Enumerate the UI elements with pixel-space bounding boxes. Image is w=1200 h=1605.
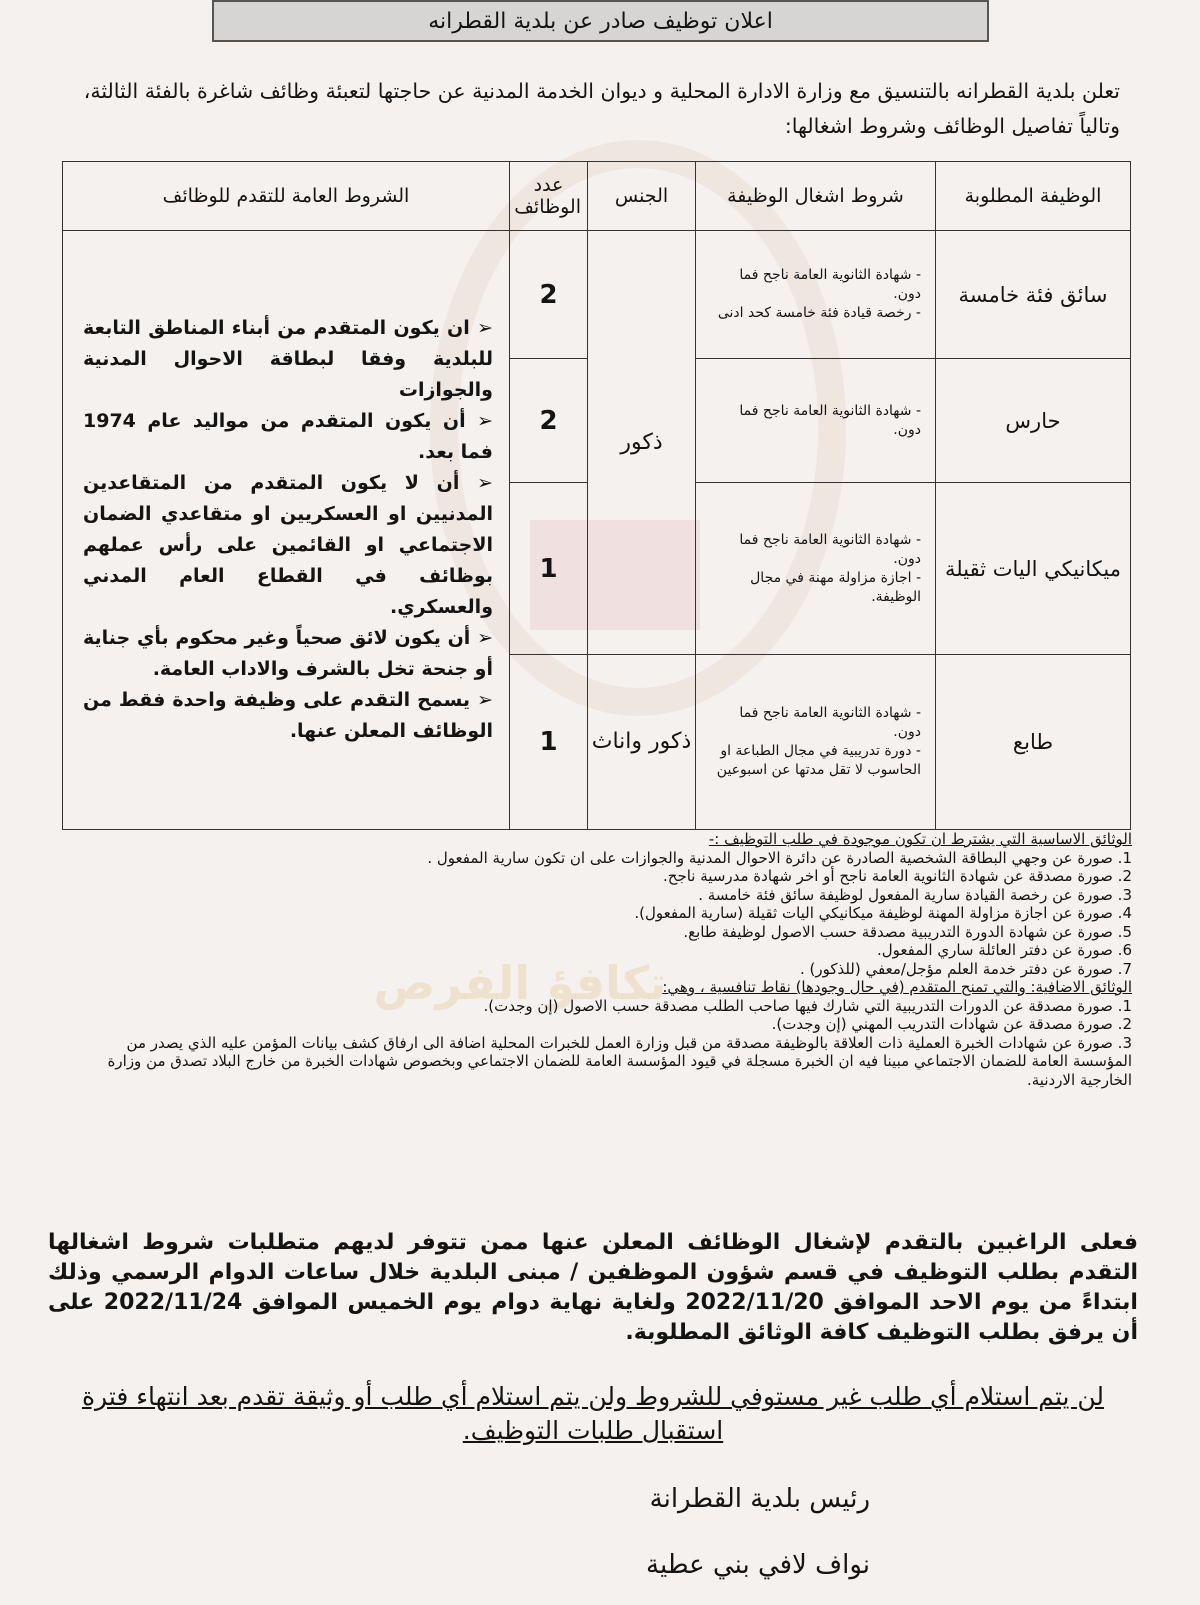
- documents-heading: الوثائق الاساسية التي يشترط ان تكون موجودة في طلب التوظيف :-: [708, 830, 1132, 848]
- job-conditions: [696, 483, 936, 655]
- general-condition-item: ➢ يسمح التقدم على وظيفة واحدة فقط من الوظائف المعلن عنها.: [83, 689, 493, 742]
- intro-paragraph: تعلن بلدية القطرانه بالتنسيق مع وزارة الادارة المحلية و ديوان الخدمة المدنية عن حاجتها لتعبئة وظائف شاغرة بالفئة الثالثة، وتالياً تفاصيل الوظائف وشروط اشغالها:: [83, 79, 1120, 138]
- general-condition-item: ➢ أن لا يكون المتقدم من المتقاعدين المدنيين او العسكريين او متقاعدي الضمان الاجتماعي او القائمين على رأس عملهم بوظائف في القطاع العام المدني والعسكري.: [83, 472, 493, 618]
- job-conditions: [696, 655, 936, 830]
- condition-line: - شهادة الثانوية العامة ناجح فما دون.: [739, 402, 921, 438]
- general-condition-item: ➢ ان يكون المتقدم من أبناء المناطق التابعة للبلدية وفقا لبطاقة الاحوال المدنية والجوازات: [83, 317, 493, 401]
- job-count: 1: [510, 655, 588, 830]
- list-item: 3. صورة عن شهادات الخبرة العملية ذات العلاقة بالوظيفة مصدقة من قبل وزارة العمل للخبرات المحلية اضافة الى ارفاق كشف بيانات المؤمن عليه الذي يصدر من المؤسسة العامة للضمان الاجتماعي مبينا فيه ان الخبرة مسجلة في قيود المؤسسة العامة للضمان الاجتماعي وبخصوص شهادات الخبرة من خارج البلاد تصدق من وزارة الخارجية الاردنية.: [107, 1033, 1132, 1089]
- header-conditions: شروط اشغال الوظيفة: [696, 162, 936, 231]
- general-conditions: [63, 231, 510, 830]
- job-count: 2: [510, 359, 588, 483]
- additional-documents-heading: الوثائق الاضافية: والتي تمنح المتقدم (في حال وجودها) نقاط تنافسية ، وهي:: [662, 978, 1132, 996]
- job-count: 1: [510, 483, 588, 655]
- signature-name: نواف لافي بني عطية: [646, 1550, 870, 1580]
- notice-warning: لن يتم استلام أي طلب غير مستوفي للشروط ولن يتم استلام أي طلب أو وثيقة تقدم بعد انتهاء فترة استقبال طلبات التوظيف.: [81, 1382, 1105, 1445]
- job-conditions: [696, 231, 936, 359]
- application-instructions: فعلى الراغبين بالتقدم لإشغال الوظائف المعلن عنها ممن تتوفر لديهم متطلبات شروط اشغالها التقدم بطلب التوظيف في قسم شؤون الموظفين / مبنى البلدية خلال ساعات الدوام الرسمي وذلك ابتداءً من يوم الاحد الموافق 2022/11/20 ولغاية نهاية دوام يوم الخميس الموافق 2022/11/24 على أن يرفق بطلب التوظيف كافة الوثائق المطلوبة.: [48, 1230, 1138, 1345]
- table-header-row: [63, 162, 1131, 231]
- watermark-text: تكافؤ الفرص: [373, 956, 667, 1010]
- table-row: [63, 231, 1131, 359]
- list-item: 3. صورة عن رخصة القيادة سارية المفعول لوظيفة سائق فئة خامسة .: [698, 885, 1132, 904]
- job-conditions: [696, 359, 936, 483]
- header-count: عدد الوظائف: [510, 162, 588, 231]
- job-title: سائق فئة خامسة: [936, 231, 1131, 359]
- general-condition-item: ➢ أن يكون لائق صحياً وغير محكوم بأي جناية أو جنحة تخل بالشرف والاداب العامة.: [83, 627, 493, 680]
- job-count: 2: [510, 231, 588, 359]
- additional-documents-list: [70, 997, 1132, 1090]
- condition-line: - شهادة الثانوية العامة ناجح فما دون.: [739, 267, 921, 302]
- jobs-table: [62, 161, 1131, 830]
- signature-position: رئيس بلدية القطرانة: [649, 1484, 870, 1514]
- list-item: 6. صورة عن دفتر العائلة ساري المفعول.: [876, 941, 1132, 959]
- job-title: ميكانيكي اليات ثقيلة: [936, 483, 1131, 655]
- header-gender: الجنس: [588, 162, 696, 231]
- header-job: الوظيفة المطلوبة: [936, 162, 1131, 231]
- list-item: 1. صورة مصدقة عن الدورات التدريبية التي شارك فيها صاحب الطلب مصدقة حسب الاصول (إن وجدت).: [483, 996, 1132, 1015]
- header-general: الشروط العامة للتقدم للوظائف: [63, 162, 510, 231]
- list-item: 7. صورة عن دفتر خدمة العلم مؤجل/معفي (للذكور) .: [799, 959, 1132, 978]
- list-item: 2. صورة مصدقة عن شهادة الثانوية العامة ناجح أو اخر شهادة مدرسية ناجح.: [663, 867, 1132, 885]
- list-item: 4. صورة عن اجازة مزاولة المهنة لوظيفة ميكانيكي اليات ثقيلة (سارية المفعول).: [634, 904, 1132, 922]
- condition-line: - رخصة قيادة فئة خامسة كحد ادنى: [717, 305, 921, 321]
- documents-section: [70, 830, 1132, 1089]
- gender-mixed: ذكور واناث: [588, 655, 696, 830]
- page-title: اعلان توظيف صادر عن بلدية القطرانه: [212, 0, 989, 42]
- general-condition-item: ➢ أن يكون المتقدم من مواليد عام 1974 فما بعد.: [83, 410, 493, 463]
- condition-line: - دورة تدريبية في مجال الطباعة او الحاسوب لا تقل مدتها عن اسبوعين: [716, 743, 921, 778]
- condition-line: - اجازة مزاولة مهنة في مجال الوظيفة.: [750, 569, 921, 605]
- condition-line: - شهادة الثانوية العامة ناجح فما دون.: [739, 705, 921, 740]
- list-item: 1. صورة عن وجهي البطاقة الشخصية الصادرة عن دائرة الاحوال المدنية والجوازات على ان تكون سارية المفعول .: [427, 848, 1132, 867]
- job-title: طابع: [936, 655, 1131, 830]
- gender-male: ذكور: [588, 231, 696, 655]
- list-item: 2. صورة مصدقة عن شهادات التدريب المهني (إن وجدت).: [771, 1015, 1132, 1033]
- documents-list: [70, 849, 1132, 979]
- list-item: 5. صورة عن شهادة الدورة التدريبية مصدقة حسب الاصول لوظيفة طابع.: [683, 922, 1132, 941]
- condition-line: - شهادة الثانوية العامة ناجح فما دون.: [739, 531, 921, 567]
- job-title: حارس: [936, 359, 1131, 483]
